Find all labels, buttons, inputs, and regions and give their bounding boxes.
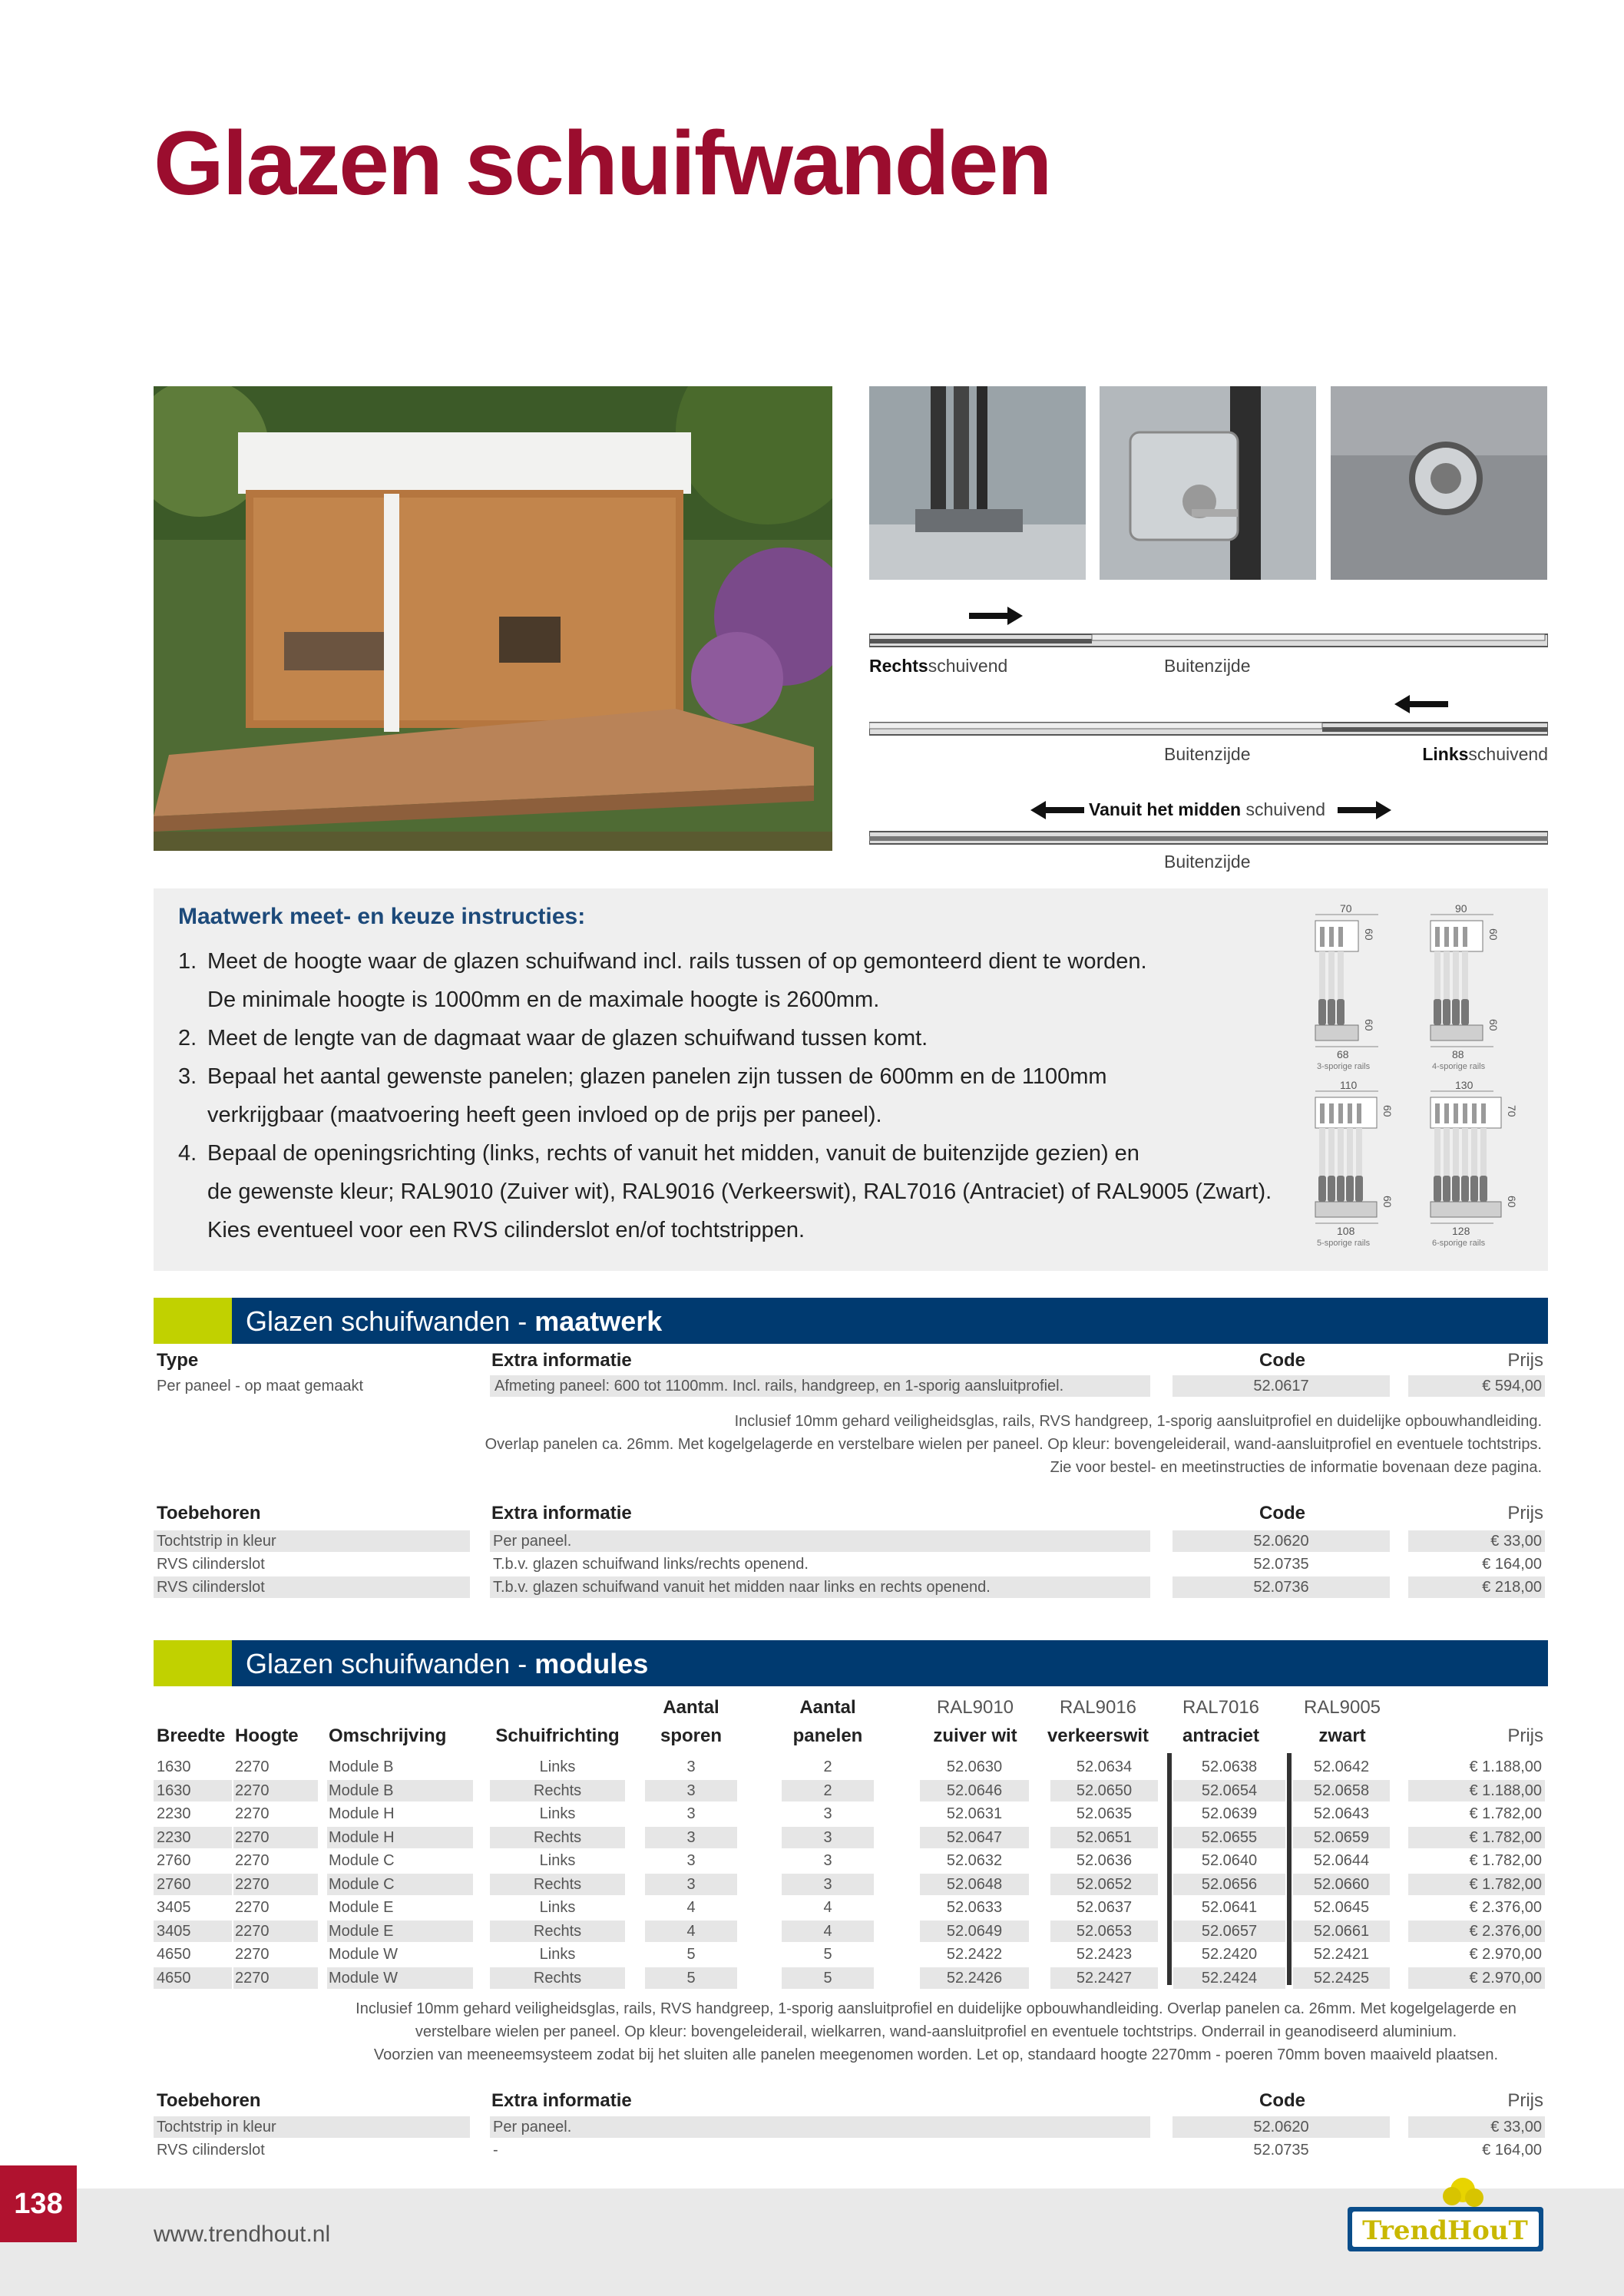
dimension-label: 60 [1363, 928, 1375, 941]
table-cell: 3 [686, 1758, 696, 1775]
logo-text: TrendHouT [1362, 2215, 1528, 2246]
header-prijs: Prijs [1507, 1350, 1543, 1371]
table-cell: Per paneel. [490, 2116, 1150, 2138]
list-item: 3. Bepaal het aantal gewenste panelen; glazen panelen zijn tussen de 600mm en de 1100mm [178, 1064, 1107, 1089]
header-prijs: Prijs [1507, 1503, 1543, 1523]
header-extra: Extra informatie [491, 1350, 632, 1371]
table-cell: Afmeting paneel: 600 tot 1100mm. Incl. rails, handgreep, en 1-sporig aansluitprofiel. [490, 1375, 1150, 1397]
table-cell: 52.0648 [920, 1874, 1029, 1895]
table-cell: 2760 [157, 1852, 191, 1869]
table-cell: 52.0658 [1293, 1780, 1390, 1801]
table-cell: RVS cilinderslot [157, 2142, 265, 2159]
table-cell: 52.2421 [1313, 1946, 1370, 1963]
table-cell: 2230 [154, 1827, 232, 1848]
dimension-label: 70 [1506, 1105, 1518, 1117]
table-cell: 52.0620 [1173, 2116, 1390, 2138]
table-cell: Links [539, 1852, 576, 1869]
header-extra: Extra informatie [491, 2090, 632, 2111]
table-cell: Rechts [490, 1921, 625, 1942]
table-cell: 52.2426 [920, 1967, 1029, 1989]
table-cell: 52.0657 [1173, 1921, 1285, 1942]
profile-caption: 4-sporige rails [1432, 1062, 1486, 1071]
section-title: Glazen schuifwanden - modules [246, 1648, 649, 1679]
table-cell: 3405 [157, 1899, 191, 1916]
table-cell: € 1.782,00 [1469, 1852, 1542, 1869]
rail-profiles [1309, 904, 1532, 1257]
table-cell: 3 [686, 1805, 696, 1822]
page-number: 138 [0, 2165, 77, 2242]
header-zuiver-wit: zuiver wit [933, 1725, 1017, 1746]
dimension-label: 60 [1487, 1019, 1500, 1031]
table-cell: 5 [782, 1967, 874, 1989]
table-cell: 52.2423 [1076, 1946, 1133, 1963]
header-omschrijving: Omschrijving [329, 1725, 447, 1746]
table-cell: 52.0643 [1313, 1805, 1370, 1822]
table-cell: 52.0631 [946, 1805, 1003, 1822]
table-cell: 3 [686, 1852, 696, 1869]
table-cell: € 1.188,00 [1408, 1780, 1545, 1801]
header-richting: Schuifrichting [495, 1725, 620, 1746]
buitenzijde-label: Buitenzijde [1164, 744, 1251, 764]
header-zwart: zwart [1318, 1725, 1366, 1746]
table-cell: 52.0650 [1050, 1780, 1158, 1801]
table-cell: 2270 [233, 1921, 318, 1942]
rechts-label: Rechtsschuivend [869, 656, 1008, 676]
table-cell: 3 [823, 1852, 832, 1869]
table-cell: Rechts [490, 1827, 625, 1848]
table-cell: T.b.v. glazen schuifwand links/rechts openend. [493, 1556, 809, 1573]
table-cell: € 2.970,00 [1408, 1967, 1545, 1989]
dimension-label: 110 [1340, 1079, 1358, 1091]
section-title: Glazen schuifwanden - maatwerk [246, 1305, 663, 1337]
header-hoogte: Hoogte [235, 1725, 299, 1746]
dimension-label: 130 [1455, 1079, 1474, 1091]
table-cell: 2270 [233, 1967, 318, 1989]
rail-profile [1309, 904, 1417, 1077]
table-cell: € 1.782,00 [1408, 1827, 1545, 1848]
dimension-label: 90 [1455, 902, 1467, 915]
table-cell: 52.0636 [1076, 1852, 1133, 1869]
table-cell: RVS cilinderslot [157, 1556, 265, 1573]
header-ral9016: RAL9016 [1059, 1697, 1137, 1718]
header-prijs: Prijs [1507, 2090, 1543, 2111]
table-cell: Rechts [490, 1967, 625, 1989]
lock-detail-photo [1100, 386, 1316, 580]
table-cell: 4 [686, 1899, 696, 1916]
profile-caption: 3-sporige rails [1317, 1062, 1371, 1071]
header-antraciet: antraciet [1182, 1725, 1260, 1746]
rail-detail-photo [869, 386, 1086, 580]
table-cell: 5 [686, 1946, 696, 1963]
table-cell: € 2.376,00 [1408, 1921, 1545, 1942]
table-cell: 52.0639 [1201, 1805, 1258, 1822]
table-cell: 5 [823, 1946, 832, 1963]
table-cell: 4650 [157, 1946, 191, 1963]
dimension-label: 68 [1337, 1048, 1349, 1060]
rail-profile [1309, 1080, 1417, 1253]
rail-profile [1424, 904, 1532, 1077]
table-cell: Module W [329, 1946, 399, 1963]
table-cell: 3 [823, 1805, 832, 1822]
midden-label: Vanuit het midden schuivend [1089, 799, 1326, 819]
table-cell: € 33,00 [1408, 1530, 1545, 1552]
table-cell: 2270 [235, 1946, 270, 1963]
table-cell: 52.0647 [920, 1827, 1029, 1848]
table-cell: 52.0735 [1253, 1556, 1309, 1573]
table-cell: € 594,00 [1408, 1375, 1545, 1397]
table-cell: Module C [327, 1874, 473, 1895]
dimension-label: 60 [1506, 1196, 1518, 1208]
header-breedte: Breedte [157, 1725, 226, 1746]
table-cell: 1630 [154, 1780, 232, 1801]
table-cell: € 1.782,00 [1408, 1874, 1545, 1895]
table-cell: 52.2420 [1201, 1946, 1258, 1963]
table-cell: 52.0644 [1313, 1852, 1370, 1869]
table-cell: Module C [329, 1852, 395, 1869]
table-cell: Links [539, 1758, 576, 1775]
header-code: Code [1259, 2090, 1305, 2111]
rail-diagram-midden [869, 795, 1548, 875]
instructions-title: Maatwerk meet- en keuze instructies: [178, 904, 586, 929]
table-cell: 52.0641 [1201, 1899, 1258, 1916]
table-cell: 52.0659 [1293, 1827, 1390, 1848]
table-cell: € 2.376,00 [1469, 1899, 1542, 1916]
table-cell: 52.0635 [1076, 1805, 1133, 1822]
profile-caption: 5-sporige rails [1317, 1239, 1371, 1248]
garden-house-photo [154, 386, 832, 851]
table-cell: 52.2427 [1050, 1967, 1158, 1989]
table-cell: 52.0642 [1313, 1758, 1370, 1775]
table-cell: Module B [327, 1780, 473, 1801]
list-item: de gewenste kleur; RAL9010 (Zuiver wit), RAL9016 (Verkeerswit), RAL7016 (Antraciet) of RAL9005 (Zwart). [207, 1179, 1272, 1204]
table-cell: 3 [645, 1827, 737, 1848]
rail-diagram-links [869, 687, 1548, 764]
table-cell: 3 [645, 1874, 737, 1895]
table-cell: 52.0645 [1313, 1899, 1370, 1916]
list-item: 2. Meet de lengte van de dagmaat waar de glazen schuifwand tussen komt. [178, 1026, 928, 1050]
table-cell: Module B [329, 1758, 394, 1775]
header-ral9010: RAL9010 [936, 1697, 1014, 1718]
table-cell: 52.0656 [1173, 1874, 1285, 1895]
profile-caption: 6-sporige rails [1432, 1239, 1486, 1248]
buitenzijde-label: Buitenzijde [1164, 656, 1251, 676]
table-cell: € 1.188,00 [1469, 1758, 1542, 1775]
table-cell: 2 [782, 1780, 874, 1801]
table-cell: 52.0653 [1050, 1921, 1158, 1942]
table-cell: € 33,00 [1408, 2116, 1545, 2138]
table-cell: 2270 [233, 1780, 318, 1801]
color-divider [1167, 1753, 1172, 1985]
table-cell: 52.0630 [946, 1758, 1003, 1775]
table-cell: Per paneel - op maat gemaakt [157, 1378, 364, 1394]
buitenzijde-label: Buitenzijde [1164, 852, 1251, 872]
accent-block [154, 1640, 232, 1686]
dimension-label: 60 [1363, 1019, 1375, 1031]
website-link[interactable]: www.trendhout.nl [154, 2222, 331, 2247]
header-type: Type [157, 1350, 199, 1371]
page-title: Glazen schuifwanden [154, 113, 1051, 214]
table-cell: 52.0736 [1173, 1576, 1390, 1598]
dimension-label: 60 [1381, 1196, 1394, 1208]
table-cell: € 164,00 [1482, 1556, 1542, 1573]
header-code: Code [1259, 1350, 1305, 1371]
table-cell: 52.0735 [1253, 2142, 1309, 2159]
table-cell: 52.0651 [1050, 1827, 1158, 1848]
dimension-label: 60 [1487, 928, 1500, 941]
table-cell: Tochtstrip in kleur [154, 1530, 470, 1552]
table-cell: Module W [327, 1967, 473, 1989]
rail-profile [1424, 1080, 1532, 1253]
header-sporen: sporen [660, 1725, 722, 1746]
maatwerk-notes: Inclusief 10mm gehard veiligheidsglas, rails, RVS handgreep, 1-sporig aansluitprofiel en duidelijke opbouwhandleiding. Overlap panelen ca. 26mm. Met kogelgelagerde en verstelbare wielen per paneel. Op kleur: bovengeleiderail, wand-aansluitprofiel en eventuele tochtstrips. Zie voor bestel- en meetinstructies de informatie bovenaan deze pagina. [485, 1413, 1542, 1476]
table-cell: 52.2425 [1293, 1967, 1390, 1989]
table-cell: 2270 [233, 1874, 318, 1895]
table-cell: 2270 [235, 1899, 270, 1916]
dimension-label: 70 [1340, 902, 1352, 915]
table-cell: Module H [329, 1805, 395, 1822]
table-cell: 52.0617 [1173, 1375, 1390, 1397]
table-cell: 52.0640 [1201, 1852, 1258, 1869]
table-cell: 52.0633 [946, 1899, 1003, 1916]
table-cell: 52.0634 [1076, 1758, 1133, 1775]
header-panelen: panelen [792, 1725, 863, 1746]
header-prijs: Prijs [1507, 1725, 1543, 1746]
dimension-label: 108 [1337, 1225, 1355, 1237]
header-toebehoren: Toebehoren [157, 1503, 261, 1523]
maatwerk-section-bar [154, 1298, 1548, 1344]
table-cell: 2230 [157, 1805, 191, 1822]
table-cell: RVS cilinderslot [154, 1576, 470, 1598]
header-code: Code [1259, 1503, 1305, 1523]
header-ral7016: RAL7016 [1182, 1697, 1260, 1718]
header-panelen-top: Aantal [799, 1697, 856, 1718]
table-cell: 2 [823, 1758, 832, 1775]
table-cell: 2270 [233, 1827, 318, 1848]
table-cell: 52.0646 [920, 1780, 1029, 1801]
table-cell: 52.0637 [1076, 1899, 1133, 1916]
table-cell: Module E [329, 1899, 394, 1916]
table-cell: Links [539, 1805, 576, 1822]
modules-section-bar [154, 1640, 1548, 1686]
table-cell: 52.0632 [946, 1852, 1003, 1869]
list-item: De minimale hoogte is 1000mm en de maximale hoogte is 2600mm. [207, 988, 880, 1012]
table-cell: - [493, 2142, 498, 2159]
table-cell: Module H [327, 1827, 473, 1848]
table-cell: 3 [645, 1780, 737, 1801]
table-cell: 4650 [154, 1967, 232, 1989]
header-ral9005: RAL9005 [1303, 1697, 1381, 1718]
table-cell: 52.0660 [1293, 1874, 1390, 1895]
header-extra: Extra informatie [491, 1503, 632, 1523]
table-cell: 4 [645, 1921, 737, 1942]
table-cell: € 218,00 [1408, 1576, 1545, 1598]
table-cell: 52.0620 [1173, 1530, 1390, 1552]
table-cell: 1630 [157, 1758, 191, 1775]
table-cell: 4 [782, 1921, 874, 1942]
table-cell: T.b.v. glazen schuifwand vanuit het midden naar links en rechts openend. [490, 1576, 1150, 1598]
table-cell: 2270 [235, 1852, 270, 1869]
table-cell: 4 [823, 1899, 832, 1916]
table-cell: 5 [645, 1967, 737, 1989]
table-cell: 52.0638 [1201, 1758, 1258, 1775]
table-cell: Links [539, 1946, 576, 1963]
table-cell: Per paneel. [490, 1530, 1150, 1552]
table-cell: € 2.970,00 [1469, 1946, 1542, 1963]
dimension-label: 88 [1452, 1048, 1464, 1060]
table-cell: 52.0654 [1173, 1780, 1285, 1801]
table-cell: Module E [327, 1921, 473, 1942]
table-cell: 3 [782, 1874, 874, 1895]
table-cell: Rechts [490, 1780, 625, 1801]
header-verkeerswit: verkeerswit [1047, 1725, 1149, 1746]
table-cell: 52.0661 [1293, 1921, 1390, 1942]
rail-diagram-rechts [869, 599, 1548, 676]
links-label: Linksschuivend [1422, 744, 1548, 764]
list-item: 1. Meet de hoogte waar de glazen schuifwand incl. rails tussen of op gemonteerd dient te worden. [178, 949, 1147, 974]
table-cell: 52.0655 [1173, 1827, 1285, 1848]
table-cell: 2270 [235, 1805, 270, 1822]
table-cell: Tochtstrip in kleur [154, 2116, 470, 2138]
accent-block [154, 1298, 232, 1344]
modules-notes: Inclusief 10mm gehard veiligheidsglas, rails, RVS handgreep, 1-sporig aansluitprofiel en duidelijke opbouwhandleiding. Overlap panelen ca. 26mm. Met kogelgelagerde en verstelbare wielen per paneel. Op kleur: bovengeleiderail, wielkarren, wand-aansluitprofiel en eventuele tochtstrips. Onderrail in geanodiseerd aluminium. Voorzien van meeneemsysteem zodat bij het sluiten alle panelen meegenomen worden. Let op, standaard hoogte 2270mm - poeren 70mm boven maaiveld plaatsen. [356, 2000, 1517, 2063]
table-cell: 52.0652 [1050, 1874, 1158, 1895]
header-sporen-top: Aantal [663, 1697, 719, 1718]
color-divider [1287, 1753, 1292, 1985]
table-cell: 2760 [154, 1874, 232, 1895]
dimension-label: 60 [1381, 1105, 1394, 1117]
trendhout-logo [1340, 2173, 1551, 2258]
table-cell: 52.2424 [1173, 1967, 1285, 1989]
list-item: 4. Bepaal de openingsrichting (links, rechts of vanuit het midden, vanuit de buitenzijde gezien) en [178, 1141, 1139, 1166]
table-cell: 52.2422 [946, 1946, 1003, 1963]
handle-detail-photo [1331, 386, 1547, 580]
table-cell: 2270 [235, 1758, 270, 1775]
instructions-box [154, 888, 1548, 1271]
list-item: Kies eventueel voor een RVS cilinderslot en/of tochtstrippen. [207, 1218, 805, 1242]
instructions-list [178, 942, 1315, 1249]
table-cell: € 1.782,00 [1469, 1805, 1542, 1822]
table-cell: € 164,00 [1482, 2142, 1542, 2159]
table-cell: 52.0649 [920, 1921, 1029, 1942]
list-item: verkrijgbaar (maatvoering heeft geen invloed op de prijs per paneel). [207, 1103, 882, 1127]
table-cell: Links [539, 1899, 576, 1916]
table-cell: 3405 [154, 1921, 232, 1942]
table-cell: 3 [782, 1827, 874, 1848]
table-cell: Rechts [490, 1874, 625, 1895]
dimension-label: 128 [1452, 1225, 1470, 1237]
header-toebehoren: Toebehoren [157, 2090, 261, 2111]
